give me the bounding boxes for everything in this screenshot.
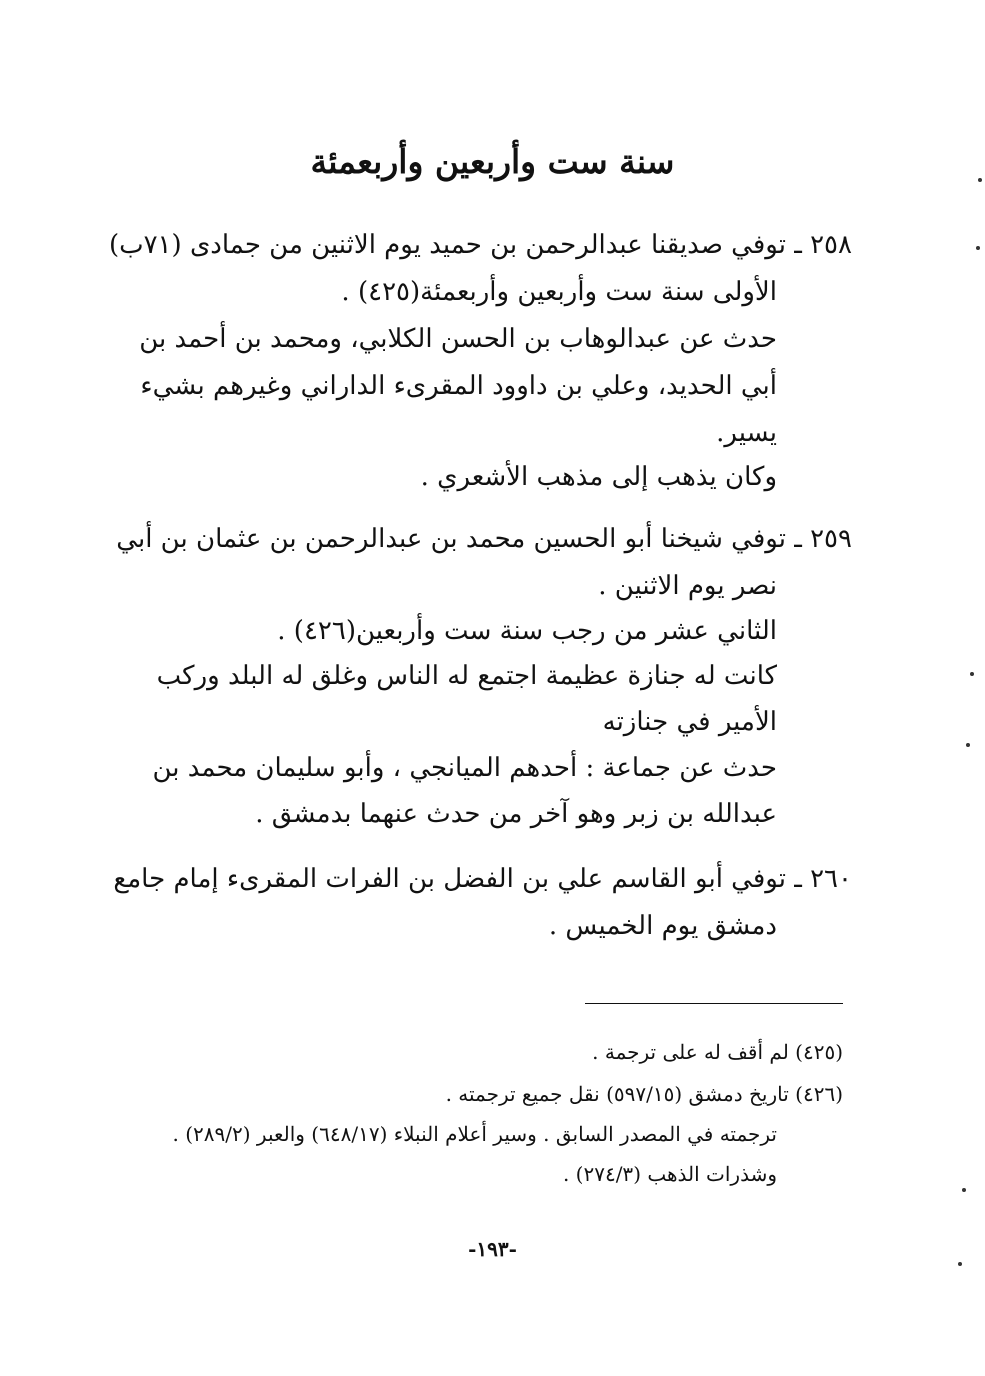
entry-258-line-2: الأولى سنة ست وأربعين وأربعمئة(٤٢٥) . — [341, 277, 777, 307]
entry-259-line-6: حدث عن جماعة : أحدهم الميانجي ، وأبو سليمان محمد بن — [152, 753, 777, 783]
scan-speck — [962, 1188, 966, 1192]
footnote-426-cont-2: وشذرات الذهب (٢٧٤/٣) . — [562, 1162, 777, 1186]
entry-260-line-2: دمشق يوم الخميس . — [548, 911, 777, 941]
scan-speck — [966, 743, 970, 747]
entry-258-line-5: يسير. — [716, 418, 777, 448]
entry-258-line-3: حدث عن عبدالوهاب بن الحسن الكلابي، ومحمد بن أحمد بن — [139, 324, 777, 354]
footnote-426-cont-1: ترجمته في المصدر السابق . وسير أعلام النبلاء (٦٤٨/١٧) والعبر (٢٨٩/٢) . — [172, 1122, 777, 1146]
entry-259-line-3: الثاني عشر من رجب سنة ست وأربعين(٤٢٦) . — [277, 616, 777, 646]
page-number: -١٩٣- — [468, 1237, 517, 1261]
scan-speck — [970, 672, 974, 676]
footnote-separator — [585, 1003, 843, 1004]
chapter-title: سنة ست وأربعين وأربعمئة — [310, 142, 675, 181]
footnote-426: (٤٢٦) تاريخ دمشق (٥٩٧/١٥) نقل جميع ترجمته . — [445, 1082, 843, 1106]
scan-speck — [958, 1262, 962, 1266]
entry-258-line-1: ٢٥٨ ـ توفي صديقنا عبدالرحمن بن حميد يوم الاثنين من جمادى (٧١ب) — [108, 230, 852, 260]
entry-258-line-4: أبي الحديد، وعلي بن داوود المقرىء الداراني وغيرهم بشيء — [140, 371, 777, 401]
entry-259-line-1: ٢٥٩ ـ توفي شيخنا أبو الحسين محمد بن عبدالرحمن بن عثمان بن أبي — [116, 524, 852, 554]
entry-259-line-2: نصر يوم الاثنين . — [598, 571, 777, 601]
entry-259-line-4: كانت له جنازة عظيمة اجتمع له الناس وغلق له البلد وركب — [156, 661, 777, 691]
scan-speck — [978, 178, 982, 182]
scan-speck — [976, 246, 980, 250]
entry-259-line-5: الأمير في جنازته — [602, 707, 777, 737]
entry-258-line-6: وكان يذهب إلى مذهب الأشعري . — [420, 462, 777, 492]
entry-260-line-1: ٢٦٠ ـ توفي أبو القاسم علي بن الفضل بن الفرات المقرىء إمام جامع — [113, 864, 852, 894]
footnote-425: (٤٢٥) لم أقف له على ترجمة . — [592, 1040, 843, 1064]
entry-259-line-7: عبدالله بن زبر وهو آخر من حدث عنهما بدمشق . — [255, 799, 777, 829]
